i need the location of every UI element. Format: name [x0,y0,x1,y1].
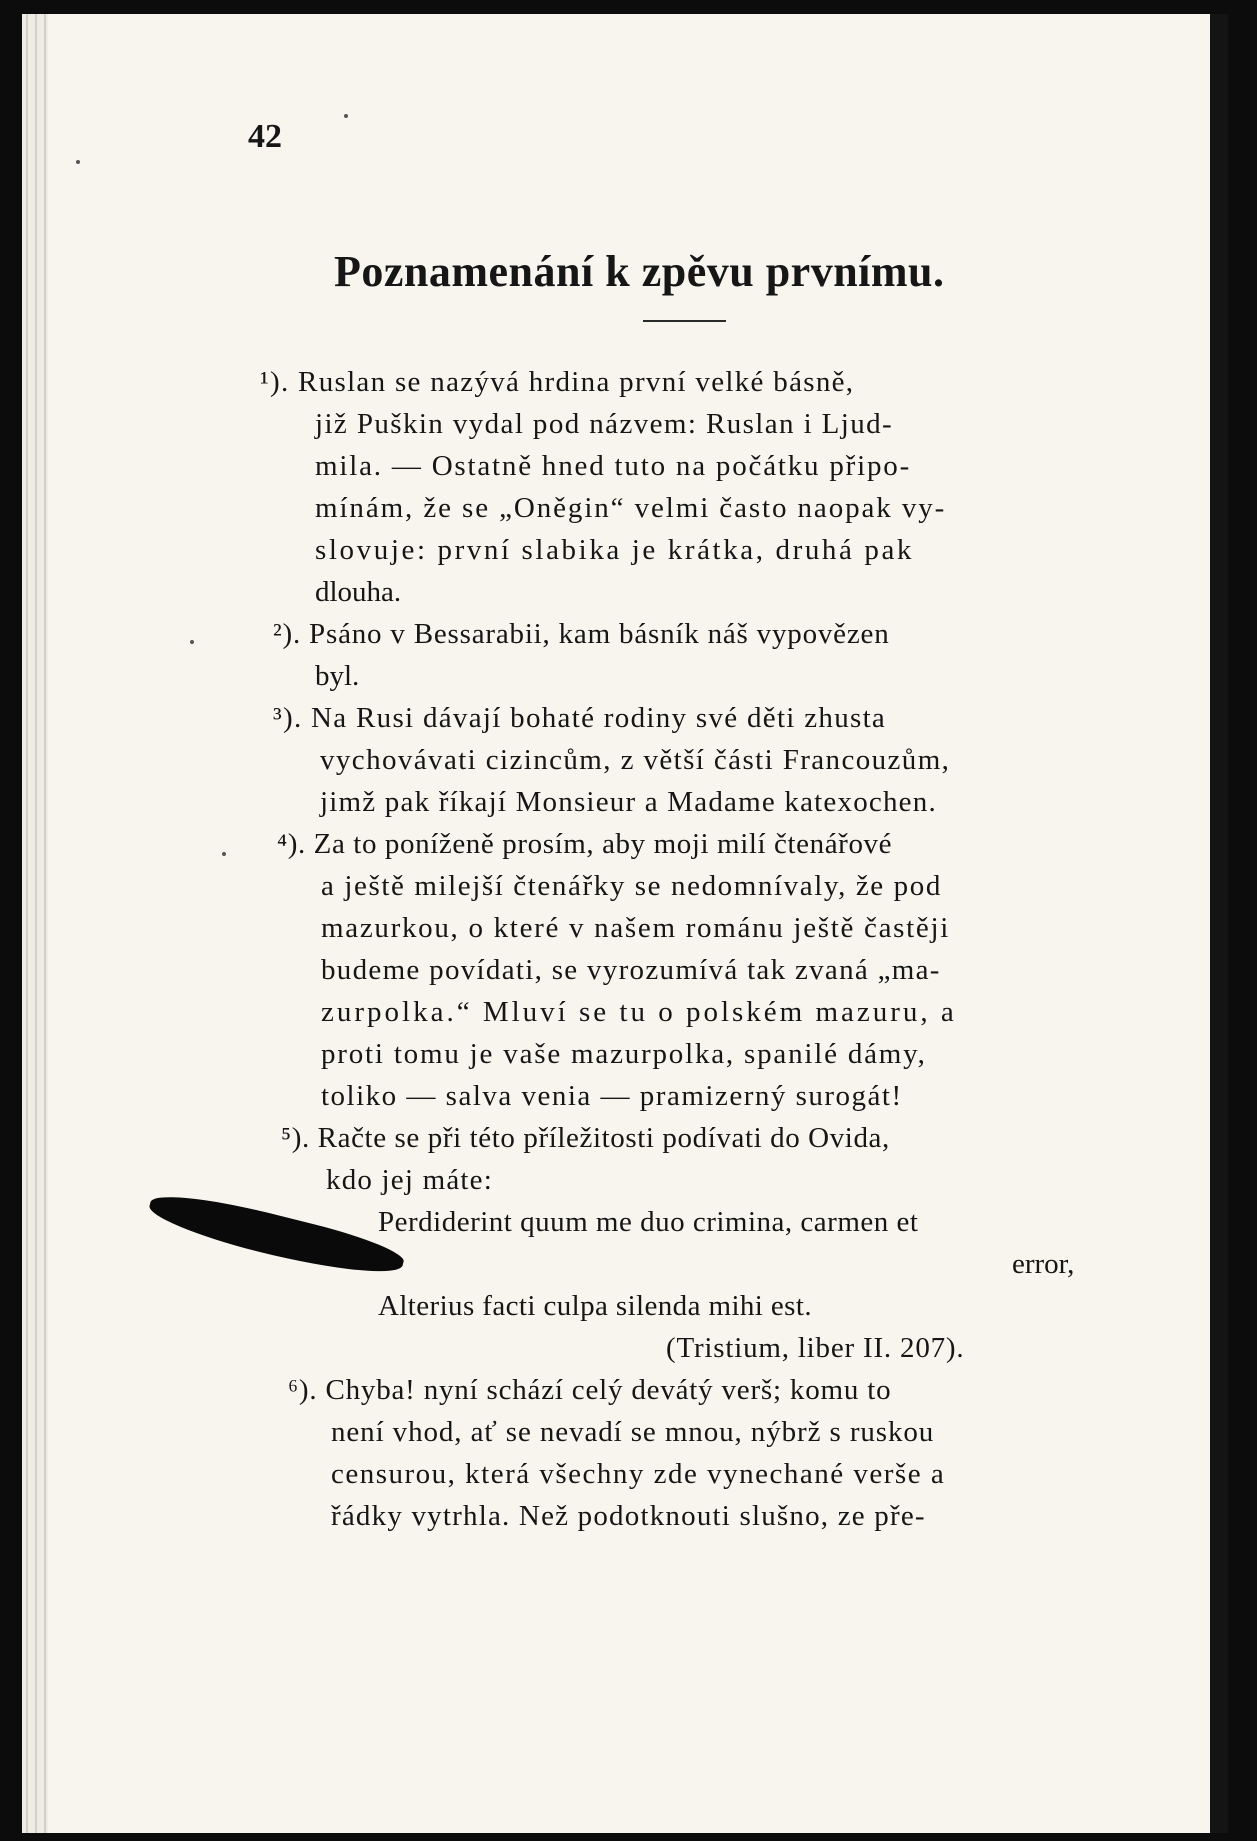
page-title: Poznamenání k zpěvu prvnímu. [334,247,945,296]
ink-smear-mark [145,1185,407,1287]
page-binding-edge [22,14,48,1833]
quote-line-1-continued: error, [1012,1248,1075,1280]
page-right-border [1210,14,1228,1833]
note-3-line-3: jimž pak říkají Monsieur a Madame katexochen. [320,786,937,818]
note-4-line-5: zurpolka.“ Mluví se tu o polském mazuru, a [321,996,957,1028]
note-1-line-3: mila. — Ostatně hned tuto na počátku připo- [315,450,912,482]
title-divider [643,320,726,322]
note-5-line-2: kdo jej máte: [326,1164,494,1196]
note-5-line-1: ⁵). Račte se při této příležitosti podívati do Ovida, [281,1122,890,1154]
note-3-line-2: vychovávati cizincům, z větší části Francouzům, [320,744,951,776]
note-2-line-1: ²). Psáno v Bessarabii, kam básník náš vypovězen [273,618,890,650]
paper-speck [76,160,80,164]
note-6-line-3: censurou, která všechny zde vynechané verše a [331,1458,946,1490]
note-6-line-4: řádky vytrhla. Než podotknouti slušno, ze pře- [331,1500,926,1532]
note-1-line-1: ¹). Ruslan se nazývá hrdina první velké básně, [260,366,855,398]
note-3-line-1: ³). Na Rusi dávají bohaté rodiny své děti zhusta [273,702,887,734]
quote-line-2: Alterius facti culpa silenda mihi est. [378,1290,812,1322]
note-4-line-4: budeme povídati, se vyrozumívá tak zvaná „ma- [321,954,941,986]
note-4-line-6: proti tomu je vaše mazurpolka, spanilé dámy, [321,1038,927,1070]
note-1-line-2: již Puškin vydal pod názvem: Ruslan i Ljud- [315,408,894,440]
paper-speck [222,852,226,856]
quote-line-1: Perdiderint quum me duo crimina, carmen et [378,1206,919,1238]
note-4-line-7: toliko — salva venia — pramizerný surogát! [321,1080,903,1112]
note-4-line-3: mazurkou, o které v našem románu ještě častěji [321,912,951,944]
note-4-line-1: ⁴). Za to poníženě prosím, aby moji milí čtenářové [277,828,893,860]
note-4-line-2: a ještě milejší čtenářky se nedomnívaly, že pod [321,870,942,902]
page-number: 42 [248,118,282,155]
note-1-line-5: slovuje: první slabika je krátka, druhá pak [315,534,915,566]
note-1-line-6: dlouha. [315,576,402,608]
note-1-line-4: mínám, že se „Oněgin“ velmi často naopak vy- [315,492,947,524]
note-6-line-2: není vhod, ať se nevadí se mnou, nýbrž s ruskou [331,1416,935,1448]
note-6-line-1: ⁶). Chyba! nyní schází celý devátý verš; komu to [288,1374,892,1406]
book-page [22,14,1228,1833]
quote-citation: (Tristium, liber II. 207). [666,1332,965,1364]
paper-speck [190,640,194,644]
note-2-line-2: byl. [315,660,360,692]
paper-speck [344,114,348,118]
